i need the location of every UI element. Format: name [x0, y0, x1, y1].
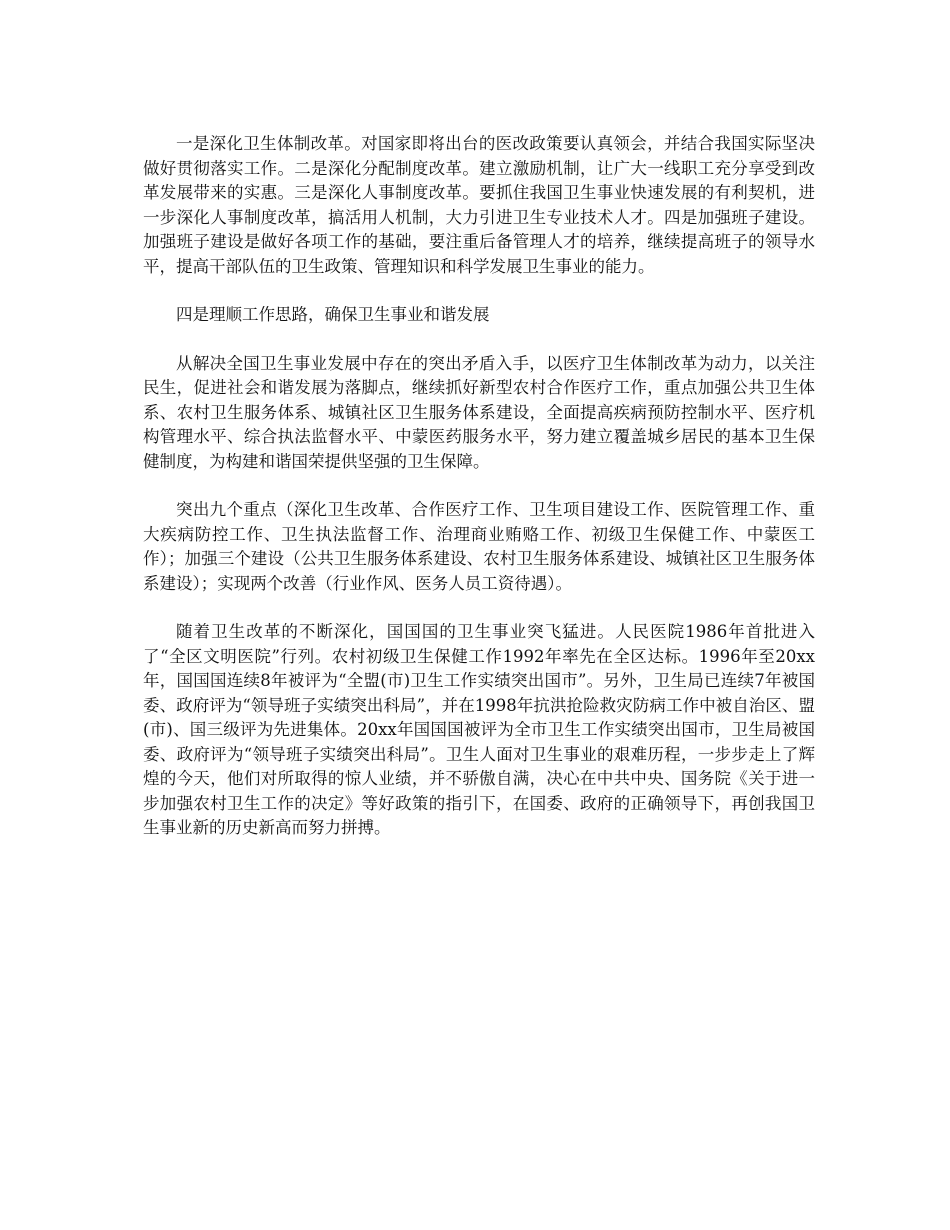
- paragraph-achievements: 随着卫生改革的不断深化，国国国的卫生事业突飞猛进。人民医院1986年首批进入了“全区文明医院”行列。农村初级卫生保健工作1992年率先在全区达标。1996年至20xx年，国国国连续8年被评为“全盟(市)卫生工作实绩突出国市”。另外，卫生局已连续7年被国委、政府评为“领导班子实绩突出科局”，并在1998年抗洪抢险救灾防病工作中被自治区、盟(市)、国三级评为先进集体。20xx年国国国被评为全市卫生工作实绩突出国市，卫生局被国委、政府评为“领导班子实绩突出科局”。卫生人面对卫生事业的艰难历程，一步步走上了辉煌的今天，他们对所取得的惊人业绩，并不骄傲自满，决心在中共中央、国务院《关于进一步加强农村卫生工作的决定》等好政策的指引下，在国委、政府的正确领导下，再创我国卫生事业新的历史新高而努力拼搏。: [143, 622, 815, 837]
- document-body: [143, 132, 815, 865]
- paragraph-reform-tasks: 一是深化卫生体制改革。对国家即将出台的医改政策要认真领会，并结合我国实际坚决做好贯彻落实工作。二是深化分配制度改革。建立激励机制，让广大一线职工充分享受到改革发展带来的实惠。三是深化人事制度改革。要抓住我国卫生事业快速发展的有利契机，进一步深化人事制度改革，搞活用人机制，大力引进卫生专业技术人才。四是加强班子建设。加强班子建设是做好各项工作的基础，要注重后备管理人才的培养，继续提高班子的领导水平，提高干部队伍的卫生政策、管理知识和科学发展卫生事业的能力。: [143, 134, 815, 276]
- paragraph-work-approach: 从解决全国卫生事业发展中存在的突出矛盾入手，以医疗卫生体制改革为动力，以关注民生，促进社会和谐发展为落脚点，继续抓好新型农村合作医疗工作，重点加强公共卫生体系、农村卫生服务体系、城镇社区卫生服务体系建设，全面提高疾病预防控制水平、医疗机构管理水平、综合执法监督水平、中蒙医药服务水平，努力建立覆盖城乡居民的基本卫生保健制度，为构建和谐国荣提供坚强的卫生保障。: [143, 353, 815, 471]
- paragraph-key-points: 突出九个重点（深化卫生改革、合作医疗工作、卫生项目建设工作、医院管理工作、重大疾病防控工作、卫生执法监督工作、治理商业贿赂工作、初级卫生保健工作、中蒙医工作）；加强三个建设（公共卫生服务体系建设、农村卫生服务体系建设、城镇社区卫生服务体系建设）；实现两个改善（行业作风、医务人员工资待遇）。: [143, 500, 815, 593]
- section-heading: 四是理顺工作思路，确保卫生事业和谐发展: [176, 305, 490, 324]
